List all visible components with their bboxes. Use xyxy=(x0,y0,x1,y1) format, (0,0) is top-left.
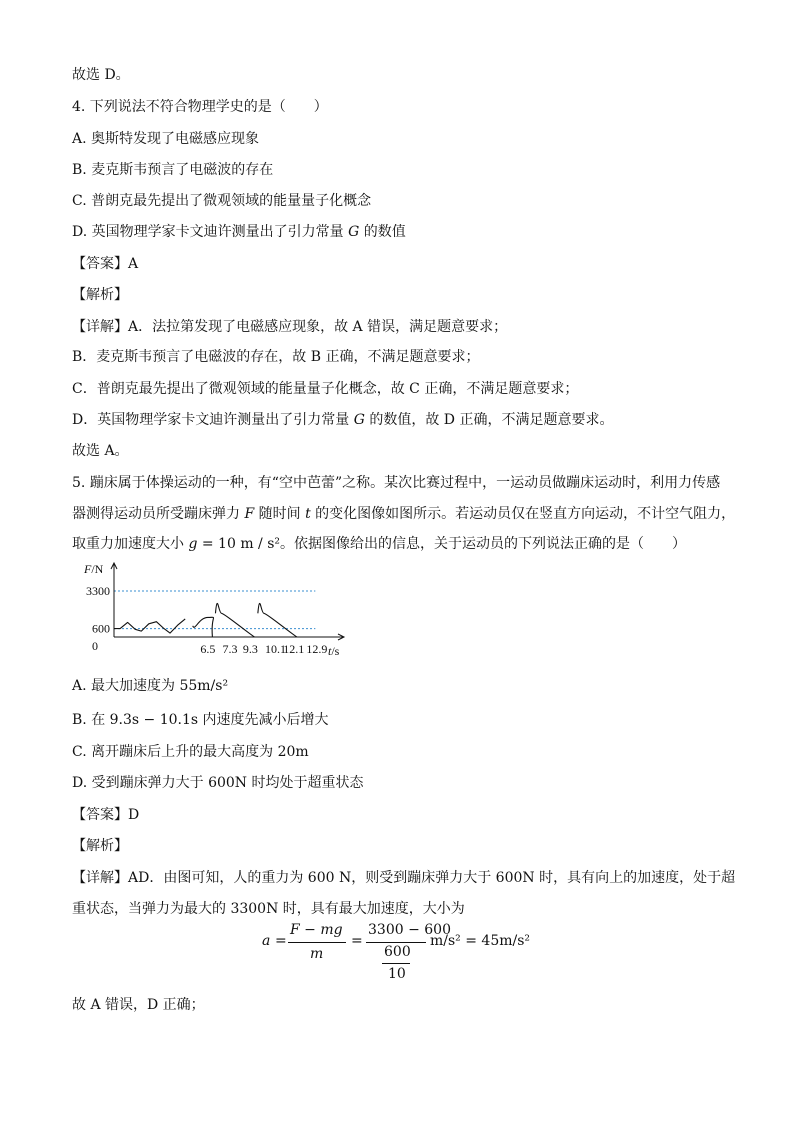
text-segment: A．法拉第发现了电磁感应现象，故 A 错误，满足题意要求； xyxy=(128,319,508,335)
y-tick-label: 3300 xyxy=(86,584,110,598)
formula-equals: = xyxy=(351,933,363,949)
text-segment: = 10 m / s²。依据图像给出的信息，关于运动员的下列说法正确的是（ ） xyxy=(197,536,687,552)
series-pulse xyxy=(193,617,214,637)
detail-tag: 【详解】 xyxy=(72,870,128,886)
variable-g: g xyxy=(188,536,198,552)
text-line: 故选 D。 xyxy=(72,67,130,83)
series-pulse xyxy=(215,603,254,637)
question-5-option-c: C. 离开蹦床后上升的最大高度为 20m xyxy=(72,744,309,760)
answer-value: A xyxy=(128,256,139,272)
question-5-option-a: A. 最大加速度为 55m/s² xyxy=(72,678,229,694)
y-tick-label: 600 xyxy=(92,621,110,636)
question-4-detail-4 xyxy=(72,411,613,429)
question-4-stem: 4. 下列说法不符合物理学史的是（ ） xyxy=(72,99,328,115)
question-5-detail-2: 重状态，当弹力为最大的 3300N 时，具有最大加速度，大小为 xyxy=(72,901,465,917)
x-tick-label: 6.5 xyxy=(200,642,216,656)
x-tick-label: 12.1 xyxy=(283,642,305,656)
question-4-option-a: A. 奥斯特发现了电磁感应现象 xyxy=(72,131,260,147)
fraction-2-inner-bar xyxy=(382,963,410,964)
variable-g: G xyxy=(353,412,365,428)
fraction-2-denominator-denominator: 10 xyxy=(388,966,406,982)
x-tick-label: 10.1 xyxy=(264,642,286,656)
formula-equals: = xyxy=(275,933,287,949)
y-axis-label: F/N xyxy=(84,562,104,576)
question-5-conclusion: 故 A 错误，D 正确； xyxy=(72,997,205,1013)
question-4-conclusion: 故选 A。 xyxy=(72,443,129,459)
x-tick-label: 9.3 xyxy=(242,642,258,656)
text-segment: 取重力加速度大小 xyxy=(72,536,189,552)
fraction-2-denominator-numerator: 600 xyxy=(384,944,411,960)
text-segment: 的数值，故 D 正确，不满足题意要求。 xyxy=(364,412,614,428)
formula-lhs: a xyxy=(262,933,271,949)
text-segment: D. 英国物理学家卡文迪许测量出了引力常量 xyxy=(72,224,349,240)
series-line-oscillation xyxy=(114,619,185,633)
answer-tag: 【答案】 xyxy=(72,256,128,272)
fraction-1-numerator: F − mg xyxy=(290,922,343,938)
question-4-detail-3: C．普朗克最先提出了微观领域的能量量子化概念，故 C 正确，不满足题意要求； xyxy=(72,381,579,397)
question-4-option-c: C. 普朗克最先提出了微观领域的能量量子化概念 xyxy=(72,193,372,209)
x-axis-label: t/s xyxy=(328,644,340,658)
variable-f: F xyxy=(244,506,255,522)
question-5-option-d: D. 受到蹦床弹力大于 600N 时均处于超重状态 xyxy=(72,775,364,791)
x-tick-label: 7.3 xyxy=(222,642,238,656)
question-4-answer xyxy=(72,255,138,273)
question-4-analysis-tag: 【解析】 xyxy=(72,287,128,303)
text-segment: 随时间 xyxy=(254,506,306,522)
fraction-1-bar xyxy=(288,942,346,943)
question-5-analysis-tag: 【解析】 xyxy=(72,838,128,854)
text-segment: D．英国物理学家卡文迪许测量出了引力常量 xyxy=(72,412,354,428)
answer-tag: 【答案】 xyxy=(72,807,128,823)
text-segment: 的数值 xyxy=(359,224,406,240)
series-pulse xyxy=(258,603,297,637)
question-4-option-d xyxy=(72,223,406,241)
variable-t: t xyxy=(305,506,311,522)
fraction-1-denominator: m xyxy=(310,946,324,962)
question-5-detail-1 xyxy=(72,869,735,887)
origin-label: 0 xyxy=(92,639,98,653)
question-5-stem-1: 5. 蹦床属于体操运动的一种，有“空中芭蕾”之称。某次比赛过程中，一运动员做蹦床运动时，利用力传感 xyxy=(72,475,721,491)
x-tick-label: 12.9 xyxy=(306,642,328,656)
text-segment: 的变化图像如图所示。若运动员仅在竖直方向运动，不计空气阻力， xyxy=(310,506,736,522)
acceleration-formula xyxy=(262,922,542,984)
fraction-2-bar xyxy=(366,942,426,943)
variable-g: G xyxy=(348,224,360,240)
question-5-stem-2 xyxy=(72,505,735,523)
question-4-detail-2: B．麦克斯韦预言了电磁波的存在，故 B 正确，不满足题意要求； xyxy=(72,349,480,365)
question-5-answer xyxy=(72,806,139,824)
text-segment: 器测得运动员所受蹦床弹力 xyxy=(72,506,245,522)
question-4-detail-1 xyxy=(72,318,507,336)
text-segment: AD．由图可知，人的重力为 600 N，则受到蹦床弹力大于 600N 时，具有向上的加速度，处于超 xyxy=(128,870,736,886)
question-4-option-b: B. 麦克斯韦预言了电磁波的存在 xyxy=(72,162,274,178)
question-5-option-b: B. 在 9.3s − 10.1s 内速度先减小后增大 xyxy=(72,712,329,728)
formula-result: m/s² = 45m/s² xyxy=(430,933,531,949)
force-time-chart xyxy=(70,560,360,666)
question-5-stem-3 xyxy=(72,535,686,553)
detail-tag: 【详解】 xyxy=(72,319,128,335)
fraction-2-numerator: 3300 − 600 xyxy=(368,922,451,938)
answer-value: D xyxy=(128,807,140,823)
